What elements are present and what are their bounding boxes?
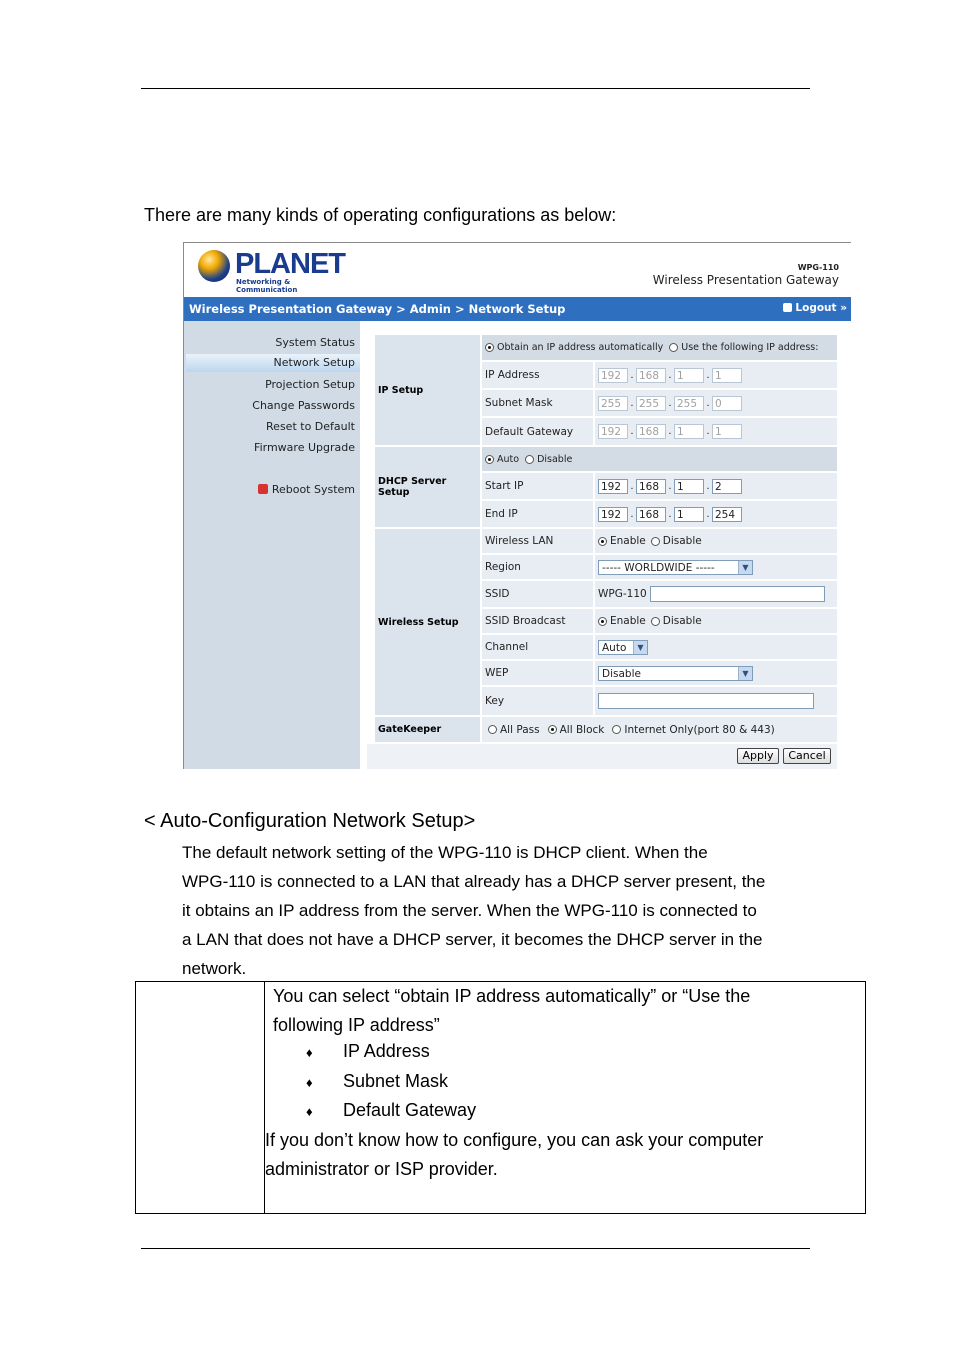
logout-label: Logout » — [795, 302, 847, 314]
apply-button[interactable]: Apply — [737, 748, 779, 764]
ssid-cell — [595, 581, 837, 607]
ip-mode-row: Obtain an IP address automatically Use the following IP address: — [482, 335, 837, 360]
key-cell — [595, 687, 837, 715]
table-line: You can select “obtain IP address automatically” or “Use the — [273, 986, 751, 1006]
logo-tagline: Networking & Communication — [236, 278, 298, 294]
end-ip-label: End IP — [482, 501, 593, 527]
ssid-input[interactable] — [650, 586, 825, 602]
ip-address-label: IP Address — [482, 362, 593, 388]
menu-reboot-system[interactable] — [258, 483, 355, 496]
gw-octet-1[interactable]: 192 — [598, 424, 628, 439]
channel-select[interactable]: Auto ▼ — [598, 640, 648, 655]
ssid-broadcast-options: Enable Disable — [595, 609, 837, 633]
region-select[interactable]: ----- WORLDWIDE ----- ▼ — [598, 560, 753, 575]
ssid-broadcast-label: SSID Broadcast — [482, 609, 593, 633]
end-octet-1[interactable]: 192 — [598, 507, 628, 522]
table-footer — [265, 1126, 855, 1184]
logout-link[interactable] — [783, 302, 847, 314]
gw-octet-3[interactable]: 1 — [674, 424, 704, 439]
bcast-enable-radio[interactable] — [598, 617, 607, 626]
diamond-bullet-icon: ♦ — [306, 1104, 313, 1119]
table-line: following IP address” — [273, 1015, 440, 1035]
chevron-down-icon: ▼ — [633, 641, 647, 654]
key-label: Key — [482, 687, 593, 715]
region-label: Region — [482, 555, 593, 579]
channel-cell — [595, 635, 837, 659]
gk-internet-only-radio[interactable] — [612, 725, 621, 734]
ip-octet-3[interactable]: 1 — [674, 368, 704, 383]
wireless-lan-options: Enable Disable — [595, 529, 837, 553]
menu-network-setup[interactable]: Network Setup — [186, 354, 360, 372]
planet-logo — [198, 248, 345, 294]
bullet-default-gateway: ♦ Default Gateway — [306, 1100, 477, 1120]
ssid-prefix: WPG-110 — [598, 588, 647, 600]
menu-projection-setup[interactable]: Projection Setup — [265, 378, 355, 391]
wlan-enable-radio[interactable] — [598, 537, 607, 546]
wep-label: WEP — [482, 661, 593, 685]
paragraph-line: it obtains an IP address from the server. When the WPG-110 is connected to — [182, 901, 757, 920]
menu-reset-default[interactable]: Reset to Default — [266, 420, 355, 433]
group-ip-setup: IP Setup — [375, 335, 480, 445]
reboot-icon — [258, 484, 268, 494]
start-octet-1[interactable]: 192 — [598, 479, 628, 494]
group-gatekeeper: GateKeeper — [375, 717, 480, 742]
ui-screenshot — [183, 242, 851, 769]
ssid-label: SSID — [482, 581, 593, 607]
start-ip-label: Start IP — [482, 473, 593, 499]
dhcp-disable-radio[interactable] — [525, 455, 534, 464]
bullet-ip-address: ♦ IP Address — [306, 1041, 430, 1061]
table-line: If you don’t know how to configure, you can ask your computer — [265, 1130, 764, 1150]
sidebar — [184, 321, 360, 769]
logout-icon — [783, 303, 792, 312]
start-octet-2[interactable]: 168 — [636, 479, 666, 494]
channel-label: Channel — [482, 635, 593, 659]
breadcrumb: Wireless Presentation Gateway > Admin > Network Setup — [189, 302, 566, 316]
dhcp-mode-row: Auto Disable — [482, 447, 837, 471]
chevron-down-icon: ▼ — [738, 667, 752, 680]
wlan-disable-radio[interactable] — [651, 537, 660, 546]
table-description — [273, 982, 853, 1040]
ip-octet-4[interactable]: 1 — [712, 368, 742, 383]
bcast-disable-radio[interactable] — [651, 617, 660, 626]
start-ip-fields: 192 . 168 . 1 . 2 — [595, 473, 837, 499]
wep-cell — [595, 661, 837, 685]
model-label: WPG-110 — [797, 263, 839, 272]
paragraph-line: The default network setting of the WPG-110 is DHCP client. When the — [182, 843, 708, 862]
section-title: < Auto-Configuration Network Setup> — [144, 810, 476, 832]
logo-brand: PLANET — [235, 248, 345, 280]
group-dhcp: DHCP Server Setup — [375, 447, 480, 527]
subnet-mask-fields: 255 . 255 . 255 . 0 — [595, 390, 837, 416]
key-input[interactable] — [598, 693, 814, 709]
start-octet-4[interactable]: 2 — [712, 479, 742, 494]
cancel-button[interactable]: Cancel — [783, 748, 831, 764]
gateway-label: Default Gateway — [482, 418, 593, 445]
planet-globe-icon — [198, 250, 230, 282]
paragraph-line: a LAN that does not have a DHCP server, it becomes the DHCP server in the — [182, 930, 763, 949]
reboot-label: Reboot System — [271, 483, 355, 496]
end-octet-3[interactable]: 1 — [674, 507, 704, 522]
gk-all-pass-radio[interactable] — [488, 725, 497, 734]
start-octet-3[interactable]: 1 — [674, 479, 704, 494]
table-line: administrator or ISP provider. — [265, 1159, 498, 1179]
gw-octet-4[interactable]: 1 — [712, 424, 742, 439]
paragraph-line: network. — [182, 959, 247, 978]
paragraph-line: WPG-110 is connected to a LAN that already has a DHCP server present, the — [182, 872, 766, 891]
group-wireless: Wireless Setup — [375, 529, 480, 715]
ip-manual-radio[interactable] — [669, 343, 678, 352]
gatekeeper-options: All Pass All Block Internet Only(port 80 & 443) — [482, 717, 837, 742]
diamond-bullet-icon: ♦ — [306, 1075, 313, 1090]
dhcp-auto-radio[interactable] — [485, 455, 494, 464]
end-octet-4[interactable]: 254 — [712, 507, 742, 522]
product-name: Wireless Presentation Gateway — [652, 273, 839, 287]
section-paragraph — [182, 838, 822, 983]
diamond-bullet-icon: ♦ — [306, 1045, 313, 1060]
menu-change-passwords[interactable]: Change Passwords — [252, 399, 355, 412]
nav-bar — [184, 297, 851, 321]
ip-octet-2[interactable]: 168 — [636, 368, 666, 383]
end-octet-2[interactable]: 168 — [636, 507, 666, 522]
end-ip-fields: 192 . 168 . 1 . 254 — [595, 501, 837, 527]
wireless-lan-label: Wireless LAN — [482, 529, 593, 553]
ip-auto-radio[interactable] — [485, 343, 494, 352]
bullet-subnet-mask: ♦ Subnet Mask — [306, 1071, 449, 1091]
header-rule — [141, 88, 810, 89]
footer-rule — [141, 1248, 810, 1249]
menu-firmware-upgrade[interactable]: Firmware Upgrade — [254, 441, 355, 454]
mask-octet-4[interactable]: 0 — [712, 396, 742, 411]
gw-octet-2[interactable]: 168 — [636, 424, 666, 439]
mask-octet-3[interactable]: 255 — [674, 396, 704, 411]
wep-select[interactable]: Disable ▼ — [598, 666, 753, 681]
intro-text: There are many kinds of operating configurations as below: — [144, 205, 617, 225]
subnet-mask-label: Subnet Mask — [482, 390, 593, 416]
gateway-fields: 192 . 168 . 1 . 1 — [595, 418, 837, 445]
region-cell — [595, 555, 837, 579]
mask-octet-2[interactable]: 255 — [636, 396, 666, 411]
chevron-down-icon: ▼ — [738, 561, 752, 574]
mask-octet-1[interactable]: 255 — [598, 396, 628, 411]
gk-all-block-radio[interactable] — [548, 725, 557, 734]
ip-octet-1[interactable]: 192 — [598, 368, 628, 383]
menu-system-status[interactable]: System Status — [275, 336, 355, 349]
ip-address-fields: 192 . 168 . 1 . 1 — [595, 362, 837, 388]
